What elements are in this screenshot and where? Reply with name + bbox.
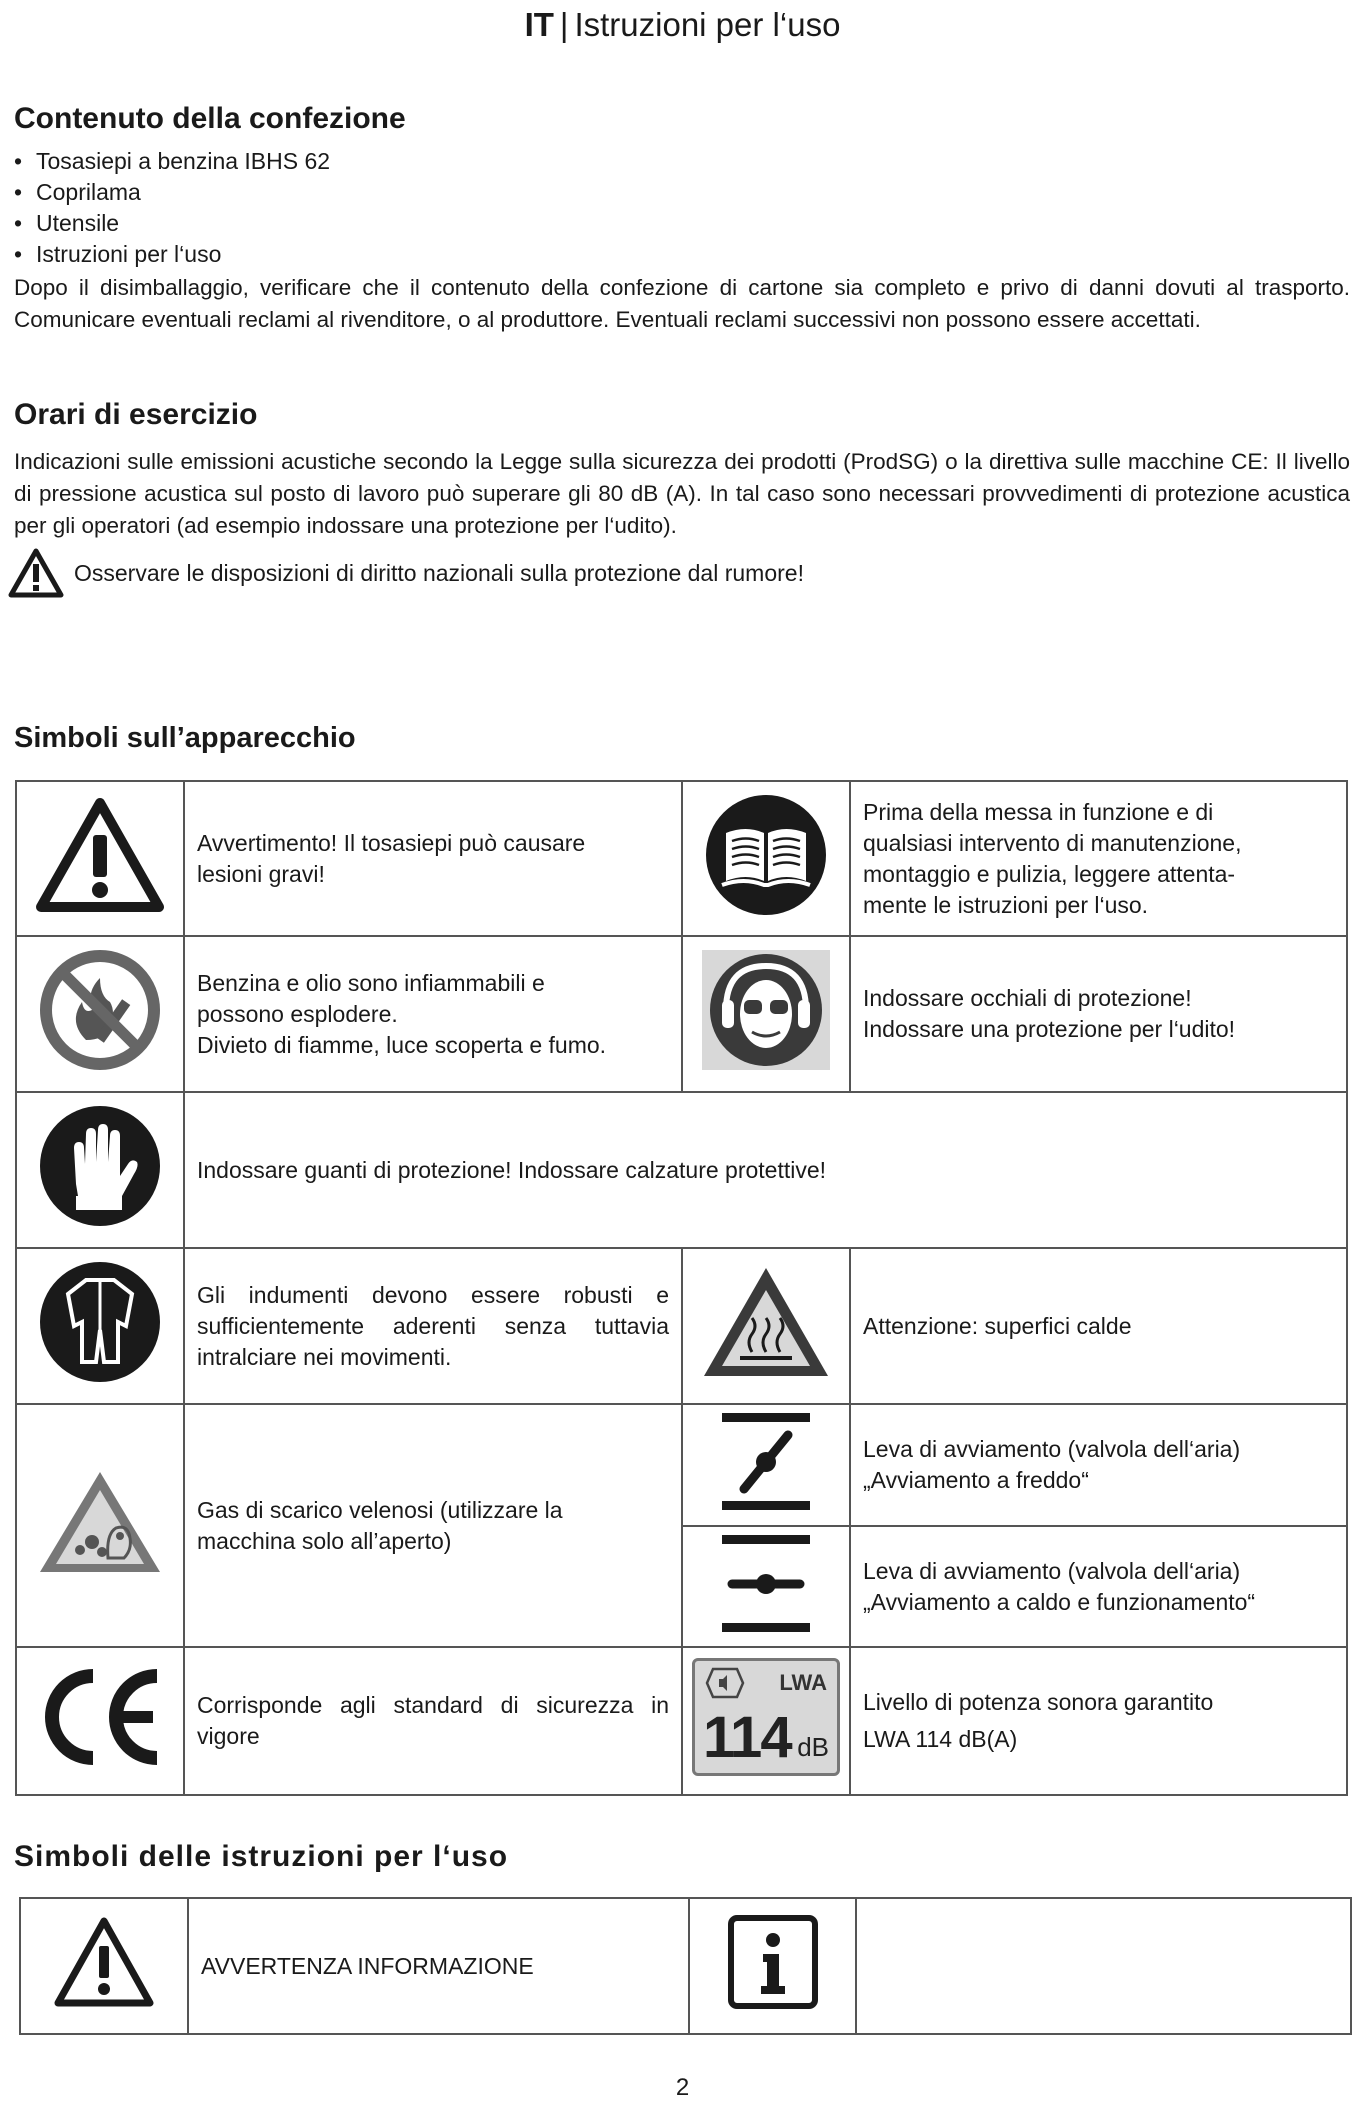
warning-cell <box>16 781 184 936</box>
exhaust-text: Gas di scarico velenosi (utilizzare la macchina solo all’aperto) <box>184 1404 682 1647</box>
page-title: Istruzioni per l‘uso <box>574 6 841 43</box>
page-header: IT | Istruzioni per l‘uso <box>524 6 841 43</box>
noise-warning <box>8 548 804 598</box>
info-cell <box>689 1898 856 2034</box>
protective-gloves-icon <box>38 1104 162 1228</box>
list-item: • Coprilama <box>14 177 330 208</box>
choke-cold-icon <box>718 1407 814 1515</box>
toxic-exhaust-icon <box>36 1468 164 1576</box>
sound-emitter-icon <box>705 1667 745 1699</box>
table-row <box>16 936 1347 1092</box>
gloves-boots-text: Indossare guanti di protezione! Indossare calzature protettive! <box>184 1092 1347 1248</box>
protective-clothing-icon <box>38 1260 162 1384</box>
no-fire-cell <box>16 936 184 1092</box>
ce-mark-icon <box>35 1662 165 1772</box>
device-symbols-table <box>15 780 1348 1796</box>
table-row <box>16 781 1347 936</box>
language-code: IT <box>524 6 554 43</box>
sound-power-text: Livello di potenza sonora garantito LWA 114 dB(A) <box>850 1647 1347 1795</box>
eye-ear-text: Indossare occhiali di protezione! Indossare una protezione per l‘udito! <box>850 936 1347 1092</box>
list-item: • Tosasiepi a benzina IBHS 62 <box>14 146 330 177</box>
choke-warm-text: Leva di avviamento (valvola dell‘aria) „Avviamento a caldo e funzionamento“ <box>850 1526 1347 1647</box>
choke-cold-text: Leva di avviamento (valvola dell‘aria) „Avviamento a freddo“ <box>850 1404 1347 1526</box>
choke-cold-cell <box>682 1404 850 1526</box>
no-open-flame-icon <box>38 948 162 1072</box>
flammable-text: Benzina e olio sono infiammabili e possono esplodere. Divieto di fiamme, luce scoperta e fumo. <box>184 936 682 1092</box>
hours-paragraph: Indicazioni sulle emissioni acustiche secondo la Legge sulla sicurezza dei prodotti (ProdSG) o la direttiva sulle macchine CE: Il livello di pressione acustica sul posto di lavoro può superare gli 80 dB (A). In tal caso sono necessari provvedimenti di protezione acustica per gli operatori (ad esempio indossare una protezione per l‘udito). <box>14 449 1350 538</box>
noise-warning-text: Osservare le disposizioni di diritto nazionali sulla protezione dal rumore! <box>74 559 804 586</box>
eye-ear-protection-icon <box>700 948 832 1072</box>
lwa-label: LWA <box>779 1670 827 1695</box>
page-number: 2 <box>675 2074 690 2101</box>
clothing-cell <box>16 1248 184 1404</box>
device-symbols-heading: Simboli sull’apparecchio <box>14 722 356 754</box>
contents-heading: Contenuto della confezione <box>14 102 406 135</box>
sound-badge-cell <box>682 1647 850 1795</box>
ce-cell <box>16 1647 184 1795</box>
contents-list <box>14 146 330 270</box>
table-row <box>16 1404 1347 1526</box>
sound-level-badge <box>692 1658 840 1776</box>
choke-warm-cell <box>682 1526 850 1647</box>
choke-warm-icon <box>718 1529 814 1637</box>
warning-info-text: AVVERTENZA INFORMAZIONE <box>188 1898 689 2034</box>
sound-value: 114 <box>703 1705 791 1770</box>
table-row <box>16 1248 1347 1404</box>
warning-triangle-icon <box>52 1916 156 2008</box>
contents-paragraph: Dopo il disimballaggio, verificare che il contenuto della confezione di cartone sia completo e privo di danni dovuti al trasporto. Comunicare eventuali reclami al rivenditore, o al produttore. Eventuali reclami successivi non possono essere accettati. <box>14 275 1350 332</box>
table-row <box>20 1898 1351 2034</box>
sound-unit: dB <box>797 1732 829 1762</box>
hot-surface-icon <box>700 1264 832 1380</box>
table-row <box>16 1092 1347 1248</box>
read-manual-icon <box>704 793 828 917</box>
clothing-text: Gli indumenti devono essere robusti e sufficientemente aderenti senza tuttavia intralciare nei movimenti. <box>184 1248 682 1404</box>
manual-symbols-heading: Simboli delle istruzioni per l‘uso <box>14 1840 509 1873</box>
manual-symbols-table <box>19 1897 1352 2035</box>
list-item: • Utensile <box>14 208 330 239</box>
read-manual-text: Prima della messa in funzione e di qualsiasi intervento di manutenzione, montaggio e pulizia, leggere attenta- mente le istruzioni per l‘uso. <box>850 781 1347 936</box>
hot-surface-cell <box>682 1248 850 1404</box>
list-item: • Istruzioni per l‘uso <box>14 239 330 270</box>
ce-text: Corrisponde agli standard di sicurezza in vigore <box>184 1647 682 1795</box>
hot-surface-text: Attenzione: superfici calde <box>850 1248 1347 1404</box>
warning-cell <box>20 1898 188 2034</box>
warning-injury-text: Avvertimento! Il tosasiepi può causare lesioni gravi! <box>184 781 682 936</box>
hours-heading: Orari di esercizio <box>14 398 258 431</box>
warning-triangle-icon <box>35 797 165 913</box>
warning-triangle-icon <box>8 548 64 598</box>
empty-cell <box>856 1898 1351 2034</box>
exhaust-cell <box>16 1404 184 1647</box>
info-icon <box>727 1914 819 2010</box>
read-manual-cell <box>682 781 850 936</box>
gloves-cell <box>16 1092 184 1248</box>
table-row <box>16 1647 1347 1795</box>
eye-ear-cell <box>682 936 850 1092</box>
